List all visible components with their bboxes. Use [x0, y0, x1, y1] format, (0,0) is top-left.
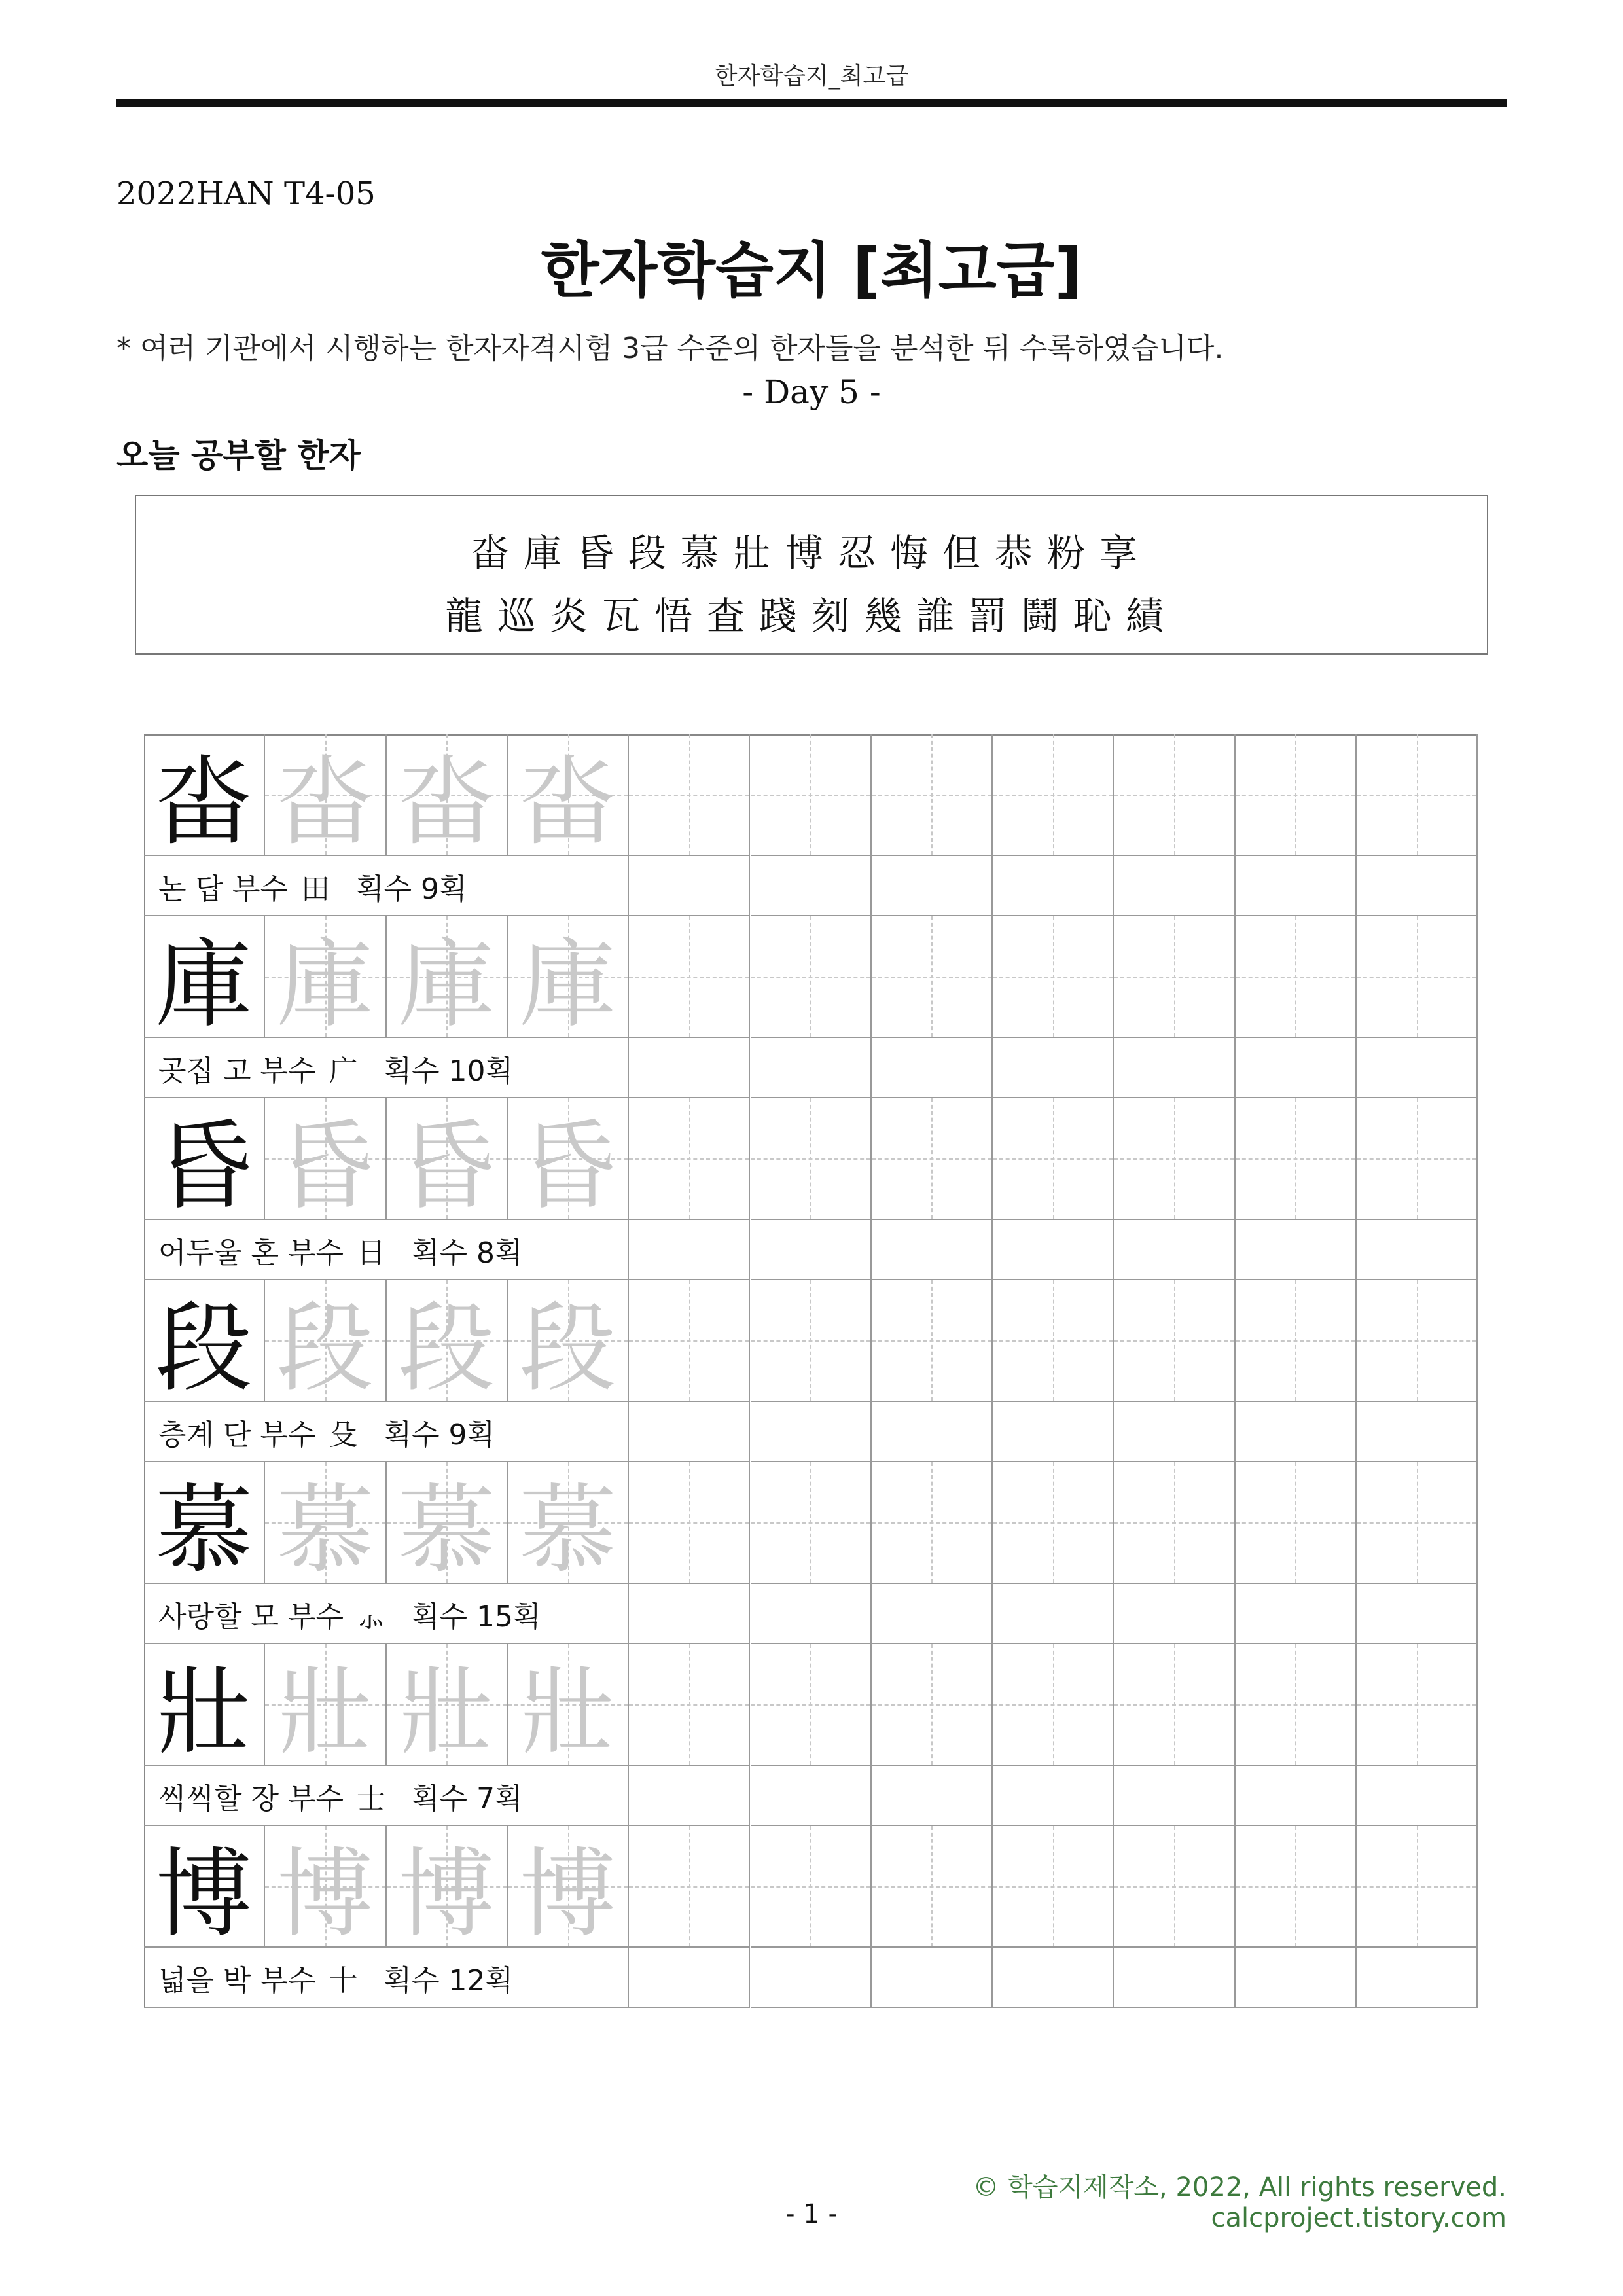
practice-cell [1236, 734, 1357, 856]
info-blank-cell [993, 856, 1114, 916]
guide-line-horizontal [1114, 1704, 1234, 1706]
info-blank-cell [1357, 1038, 1478, 1098]
stroke-label: 획수 [412, 1782, 468, 1816]
guide-line-horizontal [1114, 977, 1234, 978]
page-title: 한자학습지 [최고급] [541, 236, 1082, 306]
char-info-text [158, 1047, 513, 1089]
guide-line-horizontal [1357, 1340, 1476, 1342]
trace-char-cell [265, 1644, 386, 1766]
char-meaning: 사랑할 모 [158, 1600, 279, 1634]
guide-line-horizontal [1236, 1886, 1355, 1888]
info-blank-cell [1114, 1766, 1235, 1826]
trace-char-cell [387, 1644, 508, 1766]
char-info-text [158, 1775, 523, 1817]
guide-line-horizontal [751, 1522, 870, 1524]
trace-char-cell [265, 1826, 386, 1948]
practice-cell [1236, 1462, 1357, 1584]
info-blank-cell [1357, 1220, 1478, 1280]
practice-cell [1114, 1644, 1235, 1766]
trace-char: 段 [276, 1292, 374, 1405]
model-char-cell [144, 1462, 265, 1587]
practice-cell [751, 1644, 872, 1766]
info-blank-cell [751, 1402, 872, 1462]
guide-line-horizontal [872, 795, 991, 796]
trace-char: 博 [519, 1838, 616, 1950]
practice-cell [1236, 1280, 1357, 1402]
practice-cell [993, 1644, 1114, 1766]
info-blank-cell [1114, 1220, 1235, 1280]
practice-cell [993, 1098, 1114, 1220]
char-meaning: 씩씩할 장 [158, 1782, 279, 1816]
practice-cell [1357, 1098, 1478, 1220]
radical-label: 부수 [232, 872, 289, 906]
guide-line-horizontal [872, 1704, 991, 1706]
guide-line-horizontal [629, 1704, 749, 1706]
radical-label: 부수 [260, 1418, 316, 1452]
char-meaning: 층계 단 [158, 1418, 251, 1452]
info-blank-cell [993, 1948, 1114, 2008]
info-blank-cell [872, 856, 993, 916]
trace-char-cell [387, 1462, 508, 1587]
trace-char-cell [387, 734, 508, 859]
practice-cell [1357, 1280, 1478, 1402]
info-blank-cell [993, 1584, 1114, 1644]
guide-line-horizontal [993, 795, 1113, 796]
model-char-cell [144, 1280, 265, 1405]
info-blank-cell [1236, 1584, 1357, 1644]
info-blank-cell [1114, 1948, 1235, 2008]
trace-char: 段 [398, 1292, 495, 1405]
stroke-count: 15획 [476, 1600, 541, 1634]
guide-line-horizontal [629, 795, 749, 796]
char-info-row [144, 1948, 629, 2008]
practice-cell [629, 1462, 750, 1584]
guide-line-horizontal [872, 1340, 991, 1342]
radical-char: ⺗ [357, 1600, 386, 1634]
practice-cell [872, 1826, 993, 1948]
practice-cell [872, 1462, 993, 1584]
info-blank-cell [1236, 856, 1357, 916]
model-char: 庫 [155, 928, 253, 1041]
info-blank-cell [993, 1402, 1114, 1462]
guide-line-horizontal [1357, 1158, 1476, 1160]
info-blank-cell [872, 1948, 993, 2008]
info-blank-cell [629, 1402, 750, 1462]
radical-label: 부수 [288, 1782, 344, 1816]
radical-char: 广 [329, 1054, 358, 1088]
practice-cell [993, 734, 1114, 856]
document-code: 2022HAN T4-05 [116, 175, 376, 212]
note-text: * 여러 기관에서 시행하는 한자자격시험 3급 수준의 한자들을 분석한 뒤 수록하였습니다. [116, 332, 1224, 365]
trace-char: 慕 [519, 1474, 616, 1587]
info-blank-cell [1357, 1584, 1478, 1644]
practice-cell [629, 1280, 750, 1402]
guide-line-horizontal [751, 977, 870, 978]
practice-cell [872, 734, 993, 856]
trace-char: 博 [398, 1838, 495, 1950]
guide-line-horizontal [1357, 795, 1476, 796]
guide-line-horizontal [1357, 1886, 1476, 1888]
guide-line-horizontal [1236, 795, 1355, 796]
model-char: 慕 [155, 1474, 253, 1587]
info-blank-cell [1236, 1038, 1357, 1098]
info-blank-cell [1236, 1948, 1357, 2008]
guide-line-horizontal [872, 977, 991, 978]
radical-char: 十 [329, 1964, 358, 1998]
trace-char: 壯 [276, 1656, 374, 1768]
today-hanzi-row-1: 畓庫昏段慕壯博忍悔但恭粉享 [471, 531, 1152, 575]
info-blank-cell [872, 1584, 993, 1644]
info-blank-cell [629, 1948, 750, 2008]
practice-cell [629, 734, 750, 856]
guide-line-horizontal [629, 1522, 749, 1524]
trace-char-cell [387, 1098, 508, 1223]
practice-cell [1236, 1644, 1357, 1766]
guide-line-horizontal [1114, 1340, 1234, 1342]
practice-cell [1236, 916, 1357, 1038]
trace-char-cell [265, 1098, 386, 1223]
trace-char-cell [265, 1462, 386, 1587]
radical-char: 日 [357, 1236, 386, 1270]
guide-line-horizontal [1357, 977, 1476, 978]
char-meaning: 곳집 고 [158, 1054, 251, 1088]
page-number: - 1 - [785, 2199, 838, 2229]
practice-cell [629, 1098, 750, 1220]
practice-cell [629, 1826, 750, 1948]
practice-cell [1357, 1826, 1478, 1948]
trace-char: 壯 [398, 1656, 495, 1768]
trace-char: 畓 [398, 746, 495, 859]
trace-char: 段 [519, 1292, 616, 1405]
info-blank-cell [629, 1220, 750, 1280]
practice-cell [872, 1644, 993, 1766]
trace-char-cell [508, 1280, 629, 1405]
practice-cell [1114, 1826, 1235, 1948]
trace-char: 庫 [398, 928, 495, 1041]
model-char-cell [144, 916, 265, 1041]
info-blank-cell [751, 1948, 872, 2008]
guide-line-horizontal [751, 1886, 870, 1888]
info-blank-cell [872, 1220, 993, 1280]
trace-char-cell [508, 1462, 629, 1587]
guide-line-horizontal [751, 795, 870, 796]
practice-cell [1114, 1462, 1235, 1584]
stroke-count: 9획 [448, 1418, 495, 1452]
trace-char-cell [387, 916, 508, 1041]
char-info-text [158, 1593, 541, 1635]
info-blank-cell [1114, 1584, 1235, 1644]
practice-cell [751, 1098, 872, 1220]
guide-line-horizontal [629, 1340, 749, 1342]
practice-cell [1114, 1280, 1235, 1402]
practice-cell [993, 1826, 1114, 1948]
trace-char: 昏 [519, 1110, 616, 1223]
trace-char-cell [265, 916, 386, 1041]
guide-line-horizontal [1236, 1522, 1355, 1524]
practice-cell [1357, 734, 1478, 856]
practice-cell [993, 1462, 1114, 1584]
practice-cell [872, 916, 993, 1038]
info-blank-cell [1236, 1766, 1357, 1826]
practice-cell [629, 1644, 750, 1766]
model-char: 昏 [155, 1110, 253, 1223]
stroke-count: 12획 [448, 1964, 514, 1998]
info-blank-cell [1236, 1220, 1357, 1280]
info-blank-cell [751, 1584, 872, 1644]
info-blank-cell [751, 1038, 872, 1098]
guide-line-horizontal [1236, 1340, 1355, 1342]
stroke-label: 획수 [356, 872, 412, 906]
model-char-cell [144, 1644, 265, 1766]
radical-label: 부수 [260, 1054, 316, 1088]
guide-line-horizontal [993, 977, 1113, 978]
radical-label: 부수 [288, 1600, 344, 1634]
char-meaning: 어두울 혼 [158, 1236, 279, 1270]
trace-char: 庫 [276, 928, 374, 1041]
trace-char: 庫 [519, 928, 616, 1041]
trace-char: 昏 [276, 1110, 374, 1223]
radical-label: 부수 [288, 1236, 344, 1270]
model-char: 博 [155, 1838, 253, 1950]
info-blank-cell [1236, 1402, 1357, 1462]
guide-line-horizontal [993, 1158, 1113, 1160]
radical-char: 士 [357, 1782, 386, 1816]
guide-line-horizontal [993, 1340, 1113, 1342]
trace-char: 畓 [519, 746, 616, 859]
stroke-count: 10획 [448, 1054, 514, 1088]
model-char: 畓 [155, 746, 253, 859]
practice-cell [751, 734, 872, 856]
stroke-count: 8획 [476, 1236, 523, 1270]
trace-char-cell [387, 1826, 508, 1948]
trace-char: 博 [276, 1838, 374, 1950]
char-meaning: 넓을 박 [158, 1964, 251, 1998]
practice-cell [993, 1280, 1114, 1402]
stroke-label: 획수 [383, 1054, 440, 1088]
stroke-label: 획수 [383, 1418, 440, 1452]
practice-cell [872, 1098, 993, 1220]
info-blank-cell [1114, 1038, 1235, 1098]
guide-line-horizontal [993, 1886, 1113, 1888]
info-blank-cell [993, 1220, 1114, 1280]
trace-char-cell [387, 1280, 508, 1405]
char-info-text [158, 1411, 495, 1453]
practice-cell [1114, 916, 1235, 1038]
trace-char: 畓 [276, 746, 374, 859]
info-blank-cell [872, 1766, 993, 1826]
guide-line-horizontal [872, 1522, 991, 1524]
practice-cell [751, 1826, 872, 1948]
practice-cell [1357, 1462, 1478, 1584]
info-blank-cell [629, 1038, 750, 1098]
practice-cell [751, 1462, 872, 1584]
practice-cell [1236, 1098, 1357, 1220]
trace-char-cell [508, 734, 629, 859]
practice-cell [751, 1280, 872, 1402]
info-blank-cell [1357, 1766, 1478, 1826]
char-meaning: 논 답 [158, 872, 223, 906]
guide-line-horizontal [1236, 1158, 1355, 1160]
radical-label: 부수 [260, 1964, 316, 1998]
trace-char-cell [265, 734, 386, 859]
site-url[interactable]: calcproject.tistory.com [1211, 2203, 1507, 2233]
guide-line-horizontal [751, 1704, 870, 1706]
info-blank-cell [629, 1766, 750, 1826]
info-blank-cell [1357, 856, 1478, 916]
radical-char: 田 [301, 872, 330, 906]
trace-char: 慕 [276, 1474, 374, 1587]
model-char-cell [144, 1098, 265, 1223]
info-blank-cell [1114, 1402, 1235, 1462]
char-info-text [158, 865, 467, 907]
info-blank-cell [751, 1220, 872, 1280]
trace-char: 昏 [398, 1110, 495, 1223]
guide-line-horizontal [993, 1704, 1113, 1706]
guide-line-horizontal [1236, 977, 1355, 978]
guide-line-horizontal [1114, 1522, 1234, 1524]
trace-char: 慕 [398, 1474, 495, 1587]
stroke-label: 획수 [412, 1236, 468, 1270]
practice-cell [1114, 734, 1235, 856]
trace-char-cell [508, 1098, 629, 1223]
practice-cell [629, 916, 750, 1038]
info-blank-cell [629, 856, 750, 916]
practice-cell [1357, 1644, 1478, 1766]
guide-line-horizontal [872, 1886, 991, 1888]
today-hanzi-row-2: 龍巡炎瓦悟査踐刻幾誰罰鬪恥績 [444, 594, 1178, 638]
section-title: 오늘 공부할 한자 [116, 437, 361, 475]
guide-line-horizontal [872, 1158, 991, 1160]
guide-line-horizontal [1114, 1158, 1234, 1160]
guide-line-horizontal [1357, 1522, 1476, 1524]
guide-line-horizontal [751, 1158, 870, 1160]
practice-cell [872, 1280, 993, 1402]
practice-cell [993, 916, 1114, 1038]
char-info-text [158, 1229, 523, 1271]
guide-line-horizontal [993, 1522, 1113, 1524]
copyright-text: © 학습지제작소, 2022, All rights reserved. [972, 2172, 1507, 2202]
guide-line-horizontal [1114, 795, 1234, 796]
trace-char-cell [508, 916, 629, 1041]
guide-line-horizontal [1357, 1704, 1476, 1706]
model-char-cell [144, 734, 265, 859]
info-blank-cell [1357, 1402, 1478, 1462]
guide-line-horizontal [629, 1158, 749, 1160]
stroke-count: 7획 [476, 1782, 523, 1816]
model-char: 壯 [155, 1656, 253, 1768]
stroke-count: 9획 [421, 872, 467, 906]
guide-line-horizontal [629, 1886, 749, 1888]
info-blank-cell [751, 1766, 872, 1826]
header-rule [116, 99, 1507, 107]
info-blank-cell [993, 1766, 1114, 1826]
trace-char-cell [508, 1826, 629, 1948]
guide-line-horizontal [751, 1340, 870, 1342]
info-blank-cell [993, 1038, 1114, 1098]
practice-cell [1236, 1826, 1357, 1948]
practice-cell [751, 916, 872, 1038]
day-label: - Day 5 - [742, 373, 881, 411]
info-blank-cell [751, 856, 872, 916]
model-char: 段 [155, 1292, 253, 1405]
radical-char: 殳 [329, 1418, 358, 1452]
info-blank-cell [1114, 856, 1235, 916]
today-hanzi-box [135, 495, 1488, 655]
practice-cell [1357, 916, 1478, 1038]
trace-char: 壯 [519, 1656, 616, 1768]
practice-cell [1114, 1098, 1235, 1220]
model-char-cell [144, 1826, 265, 1948]
char-info-text [158, 1957, 513, 1999]
guide-line-horizontal [629, 977, 749, 978]
trace-char-cell [508, 1644, 629, 1766]
info-blank-cell [872, 1402, 993, 1462]
info-blank-cell [629, 1584, 750, 1644]
stroke-label: 획수 [412, 1600, 468, 1634]
info-blank-cell [1357, 1948, 1478, 2008]
header-title: 한자학습지_최고급 [714, 63, 909, 90]
guide-line-horizontal [1236, 1704, 1355, 1706]
trace-char-cell [265, 1280, 386, 1405]
stroke-label: 획수 [383, 1964, 440, 1998]
info-blank-cell [872, 1038, 993, 1098]
guide-line-horizontal [1114, 1886, 1234, 1888]
